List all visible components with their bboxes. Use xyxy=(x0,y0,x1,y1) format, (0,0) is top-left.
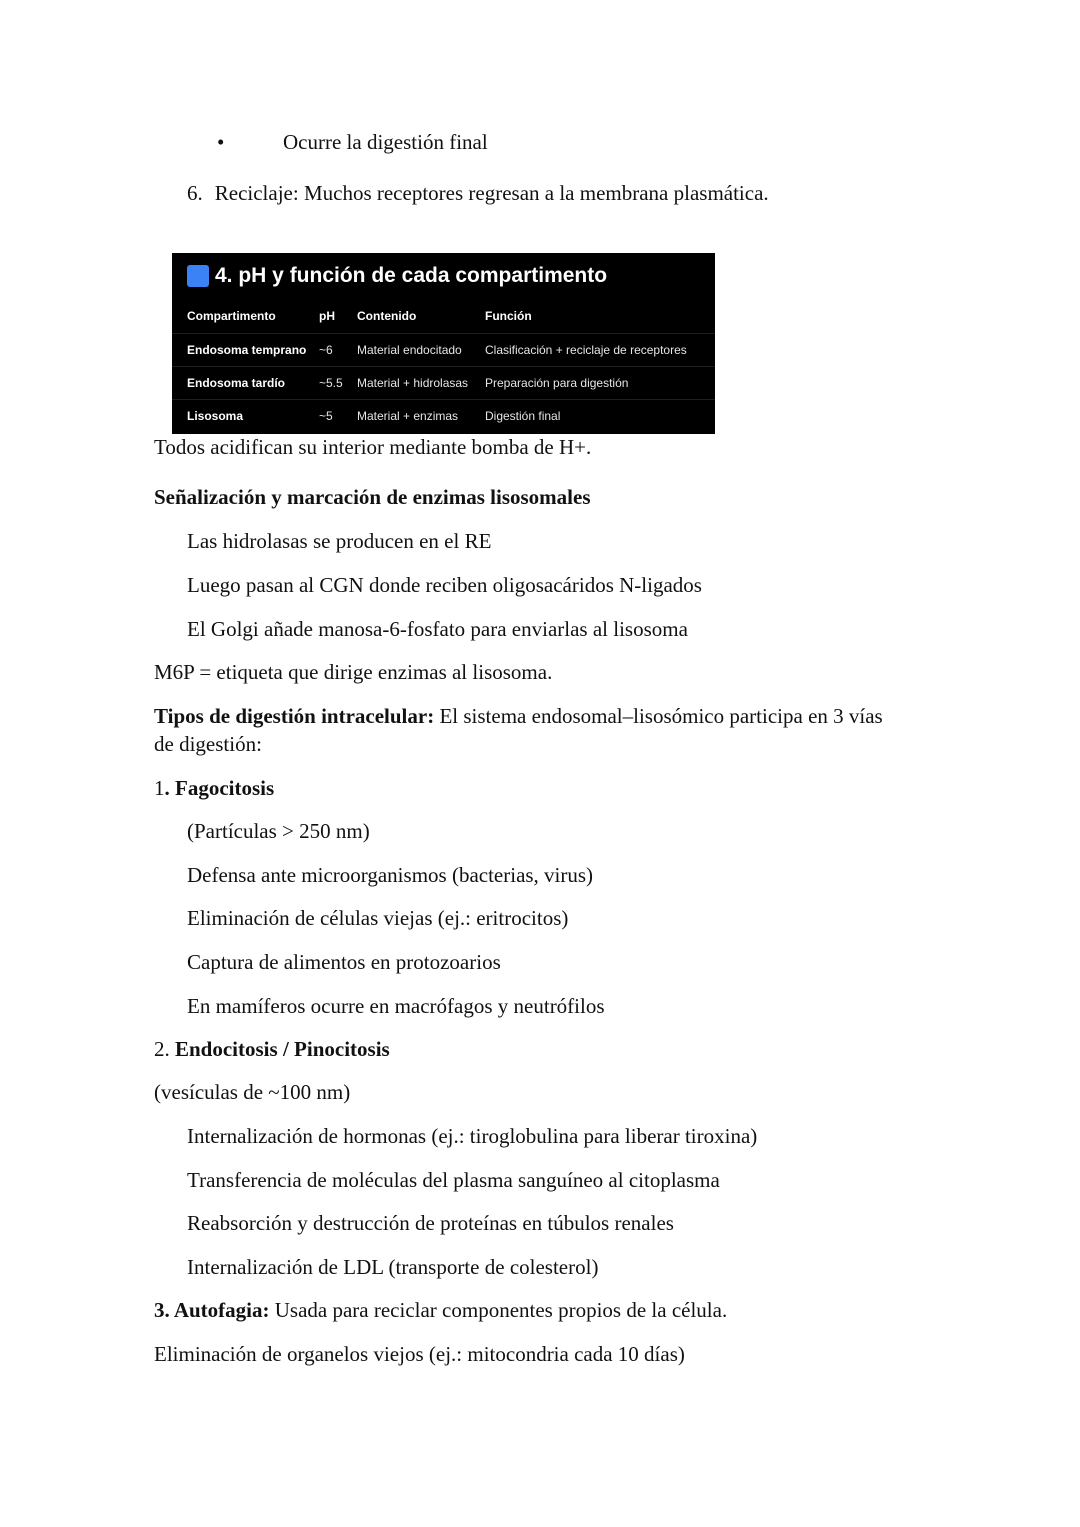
list-item-6 xyxy=(187,180,769,206)
endo-line: Internalización de hormonas (ej.: tiroglobulina para liberar tiroxina) xyxy=(187,1124,758,1148)
bullet-symbol: • xyxy=(217,130,225,154)
header-cell: Compartimento xyxy=(187,309,276,323)
header-cell: Contenido xyxy=(357,309,417,323)
blue-square-icon xyxy=(187,265,209,287)
table-title xyxy=(187,262,607,290)
table-cell: Clasificación + reciclaje de receptores xyxy=(485,343,687,357)
acid-note: Todos acidifican su interior mediante bomba de H+. xyxy=(154,435,592,459)
types-heading xyxy=(154,703,883,729)
fago-title: . Fagocitosis xyxy=(164,776,275,800)
endo-title: Endocitosis / Pinocitosis xyxy=(175,1037,390,1061)
header-cell: Función xyxy=(485,309,532,323)
fago-number: 1 xyxy=(154,776,165,800)
table-cell: Digestión final xyxy=(485,409,561,423)
ph-compartment-table-image xyxy=(172,253,715,434)
table-cell: Lisosoma xyxy=(187,409,244,423)
table-row xyxy=(172,333,715,367)
fago-line: Eliminación de células viejas (ej.: eritrocitos) xyxy=(187,906,569,930)
endo-line: Transferencia de moléculas del plasma sanguíneo al citoplasma xyxy=(187,1168,720,1192)
types-heading-rest: El sistema endosomal–lisosómico participa en 3 vías xyxy=(434,704,883,728)
fago-heading xyxy=(154,775,274,801)
endo-sub: (vesículas de ~100 nm) xyxy=(154,1080,351,1104)
fago-line: Captura de alimentos en protozoarios xyxy=(187,950,501,974)
table-cell: ~5 xyxy=(319,409,333,423)
table-cell: ~5.5 xyxy=(319,376,343,390)
auto-title: 3. Autofagia: xyxy=(154,1298,270,1322)
auto-heading xyxy=(154,1297,727,1323)
signal-line: Las hidrolasas se producen en el RE xyxy=(187,529,492,553)
endo-number: 2. xyxy=(154,1037,175,1061)
table-header-row xyxy=(172,300,715,333)
endo-line: Reabsorción y destrucción de proteínas en túbulos renales xyxy=(187,1211,674,1235)
signal-line: El Golgi añade manosa-6-fosfato para enviarlas al lisosoma xyxy=(187,617,688,641)
auto-rest: Usada para reciclar componentes propios de la célula. xyxy=(269,1298,728,1322)
table-title-text: 4. pH y función de cada compartimento xyxy=(215,264,608,287)
list-item-number: 6. xyxy=(187,181,203,205)
fago-line: En mamíferos ocurre en macrófagos y neutrófilos xyxy=(187,994,605,1018)
table-cell: ~6 xyxy=(319,343,333,357)
table-cell: Material endocitado xyxy=(357,343,462,357)
endo-heading xyxy=(154,1036,390,1062)
endo-line: Internalización de LDL (transporte de colesterol) xyxy=(187,1255,599,1279)
fago-line: Defensa ante microorganismos (bacterias, virus) xyxy=(187,863,594,887)
header-cell: pH xyxy=(319,309,335,323)
table-row xyxy=(172,366,715,400)
signal-heading: Señalización y marcación de enzimas lisosomales xyxy=(154,485,591,509)
types-heading-bold: Tipos de digestión intracelular: xyxy=(154,704,435,728)
table-cell: Preparación para digestión xyxy=(485,376,629,390)
list-item-text: Reciclaje: Muchos receptores regresan a la membrana plasmática. xyxy=(214,181,769,205)
signal-line: Luego pasan al CGN donde reciben oligosacáridos N-ligados xyxy=(187,573,702,597)
types-heading-cont: de digestión: xyxy=(154,732,262,756)
table-cell: Endosoma temprano xyxy=(187,343,307,357)
table-cell: Material + hidrolasas xyxy=(357,376,469,390)
table-cell: Material + enzimas xyxy=(357,409,459,423)
fago-line: (Partículas > 250 nm) xyxy=(187,819,370,843)
table-row xyxy=(172,399,715,433)
m6p-note: M6P = etiqueta que dirige enzimas al lisosoma. xyxy=(154,660,553,684)
table-cell: Endosoma tardío xyxy=(187,376,286,390)
auto-line: Eliminación de organelos viejos (ej.: mitocondria cada 10 días) xyxy=(154,1342,685,1366)
bullet-item: Ocurre la digestión final xyxy=(283,130,488,154)
